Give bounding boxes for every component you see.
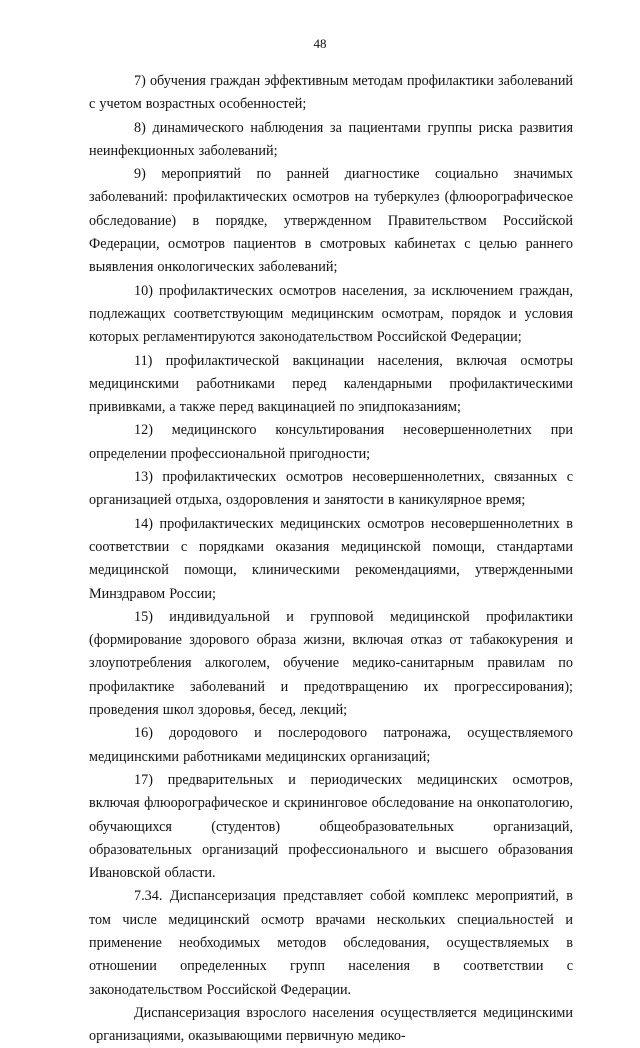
list-item-8: 8) динамического наблюдения за пациентами группы риска развития неинфекционных заболеваний;	[89, 119, 573, 159]
list-item-12: 12) медицинского консультирования несовершеннолетних при определении профессиональной пригодности;	[89, 422, 573, 462]
list-item-11: 11) профилактической вакцинации населения, включая осмотры медицинскими работниками перед календарными профилактическими прививками, а также перед вакцинацией по эпидпоказаниям;	[89, 352, 573, 416]
list-item-14: 14) профилактических медицинских осмотров несовершеннолетних в соответствии с порядками оказания медицинской помощи, стандартами медицинской помощи, клиническими рекомендациями, утвержденными Минздравом России;	[89, 515, 573, 602]
page-number: 48	[313, 36, 327, 51]
list-item-10: 10) профилактических осмотров населения, за исключением граждан, подлежащих соответствующим медицинским осмотрам, порядок и условия которых регламентируются законодательством Российской Федерации;	[89, 282, 573, 346]
list-item-17: 17) предварительных и периодических медицинских осмотров, включая флюорографическое и скрининговое обследование на онкопатологию, обучающихся (студентов) общеобразовательных организаций, образовательных организаций профессионального и высшего образования Ивановской области.	[89, 771, 573, 882]
section-7-34-paragraph: 7.34. Диспансеризация представляет собой комплекс мероприятий, в том числе медицинский осмотр врачами нескольких специальностей и применение необходимых методов обследования, осуществляемых в отношении определенных групп населения в соответствии с законодательством Российской Федерации.	[89, 888, 573, 998]
list-item-16: 16) дородового и послеродового патронажа, осуществляемого медицинскими работниками медицинских организаций;	[89, 725, 573, 765]
list-item-7: 7) обучения граждан эффективным методам профилактики заболеваний с учетом возрастных особенностей;	[89, 73, 573, 113]
list-item-9: 9) мероприятий по ранней диагностике социально значимых заболеваний: профилактических осмотров на туберкулез (флюорографическое обследование) в порядке, утвержденном Правительством Российской Федерации, осмотров пациентов в смотровых кабинетах с целью раннего выявления онкологических заболеваний;	[89, 166, 573, 276]
list-item-13: 13) профилактических осмотров несовершеннолетних, связанных с организацией отдыха, оздоровления и занятости в каникулярное время;	[89, 469, 573, 509]
body-text	[89, 70, 573, 1048]
list-item-15: 15) индивидуальной и групповой медицинской профилактики (формирование здорового образа жизни, включая отказ от табакокурения и злоупотребления алкоголем, обучение медико-санитарным правилам по профилактике заболеваний и предотвращению их прогрессирования); проведения школ здоровья, бесед, лекций;	[89, 608, 573, 719]
dispensary-paragraph: Диспансеризация взрослого населения осуществляется медицинскими организациями, оказывающими первичную медико-	[89, 1004, 573, 1045]
